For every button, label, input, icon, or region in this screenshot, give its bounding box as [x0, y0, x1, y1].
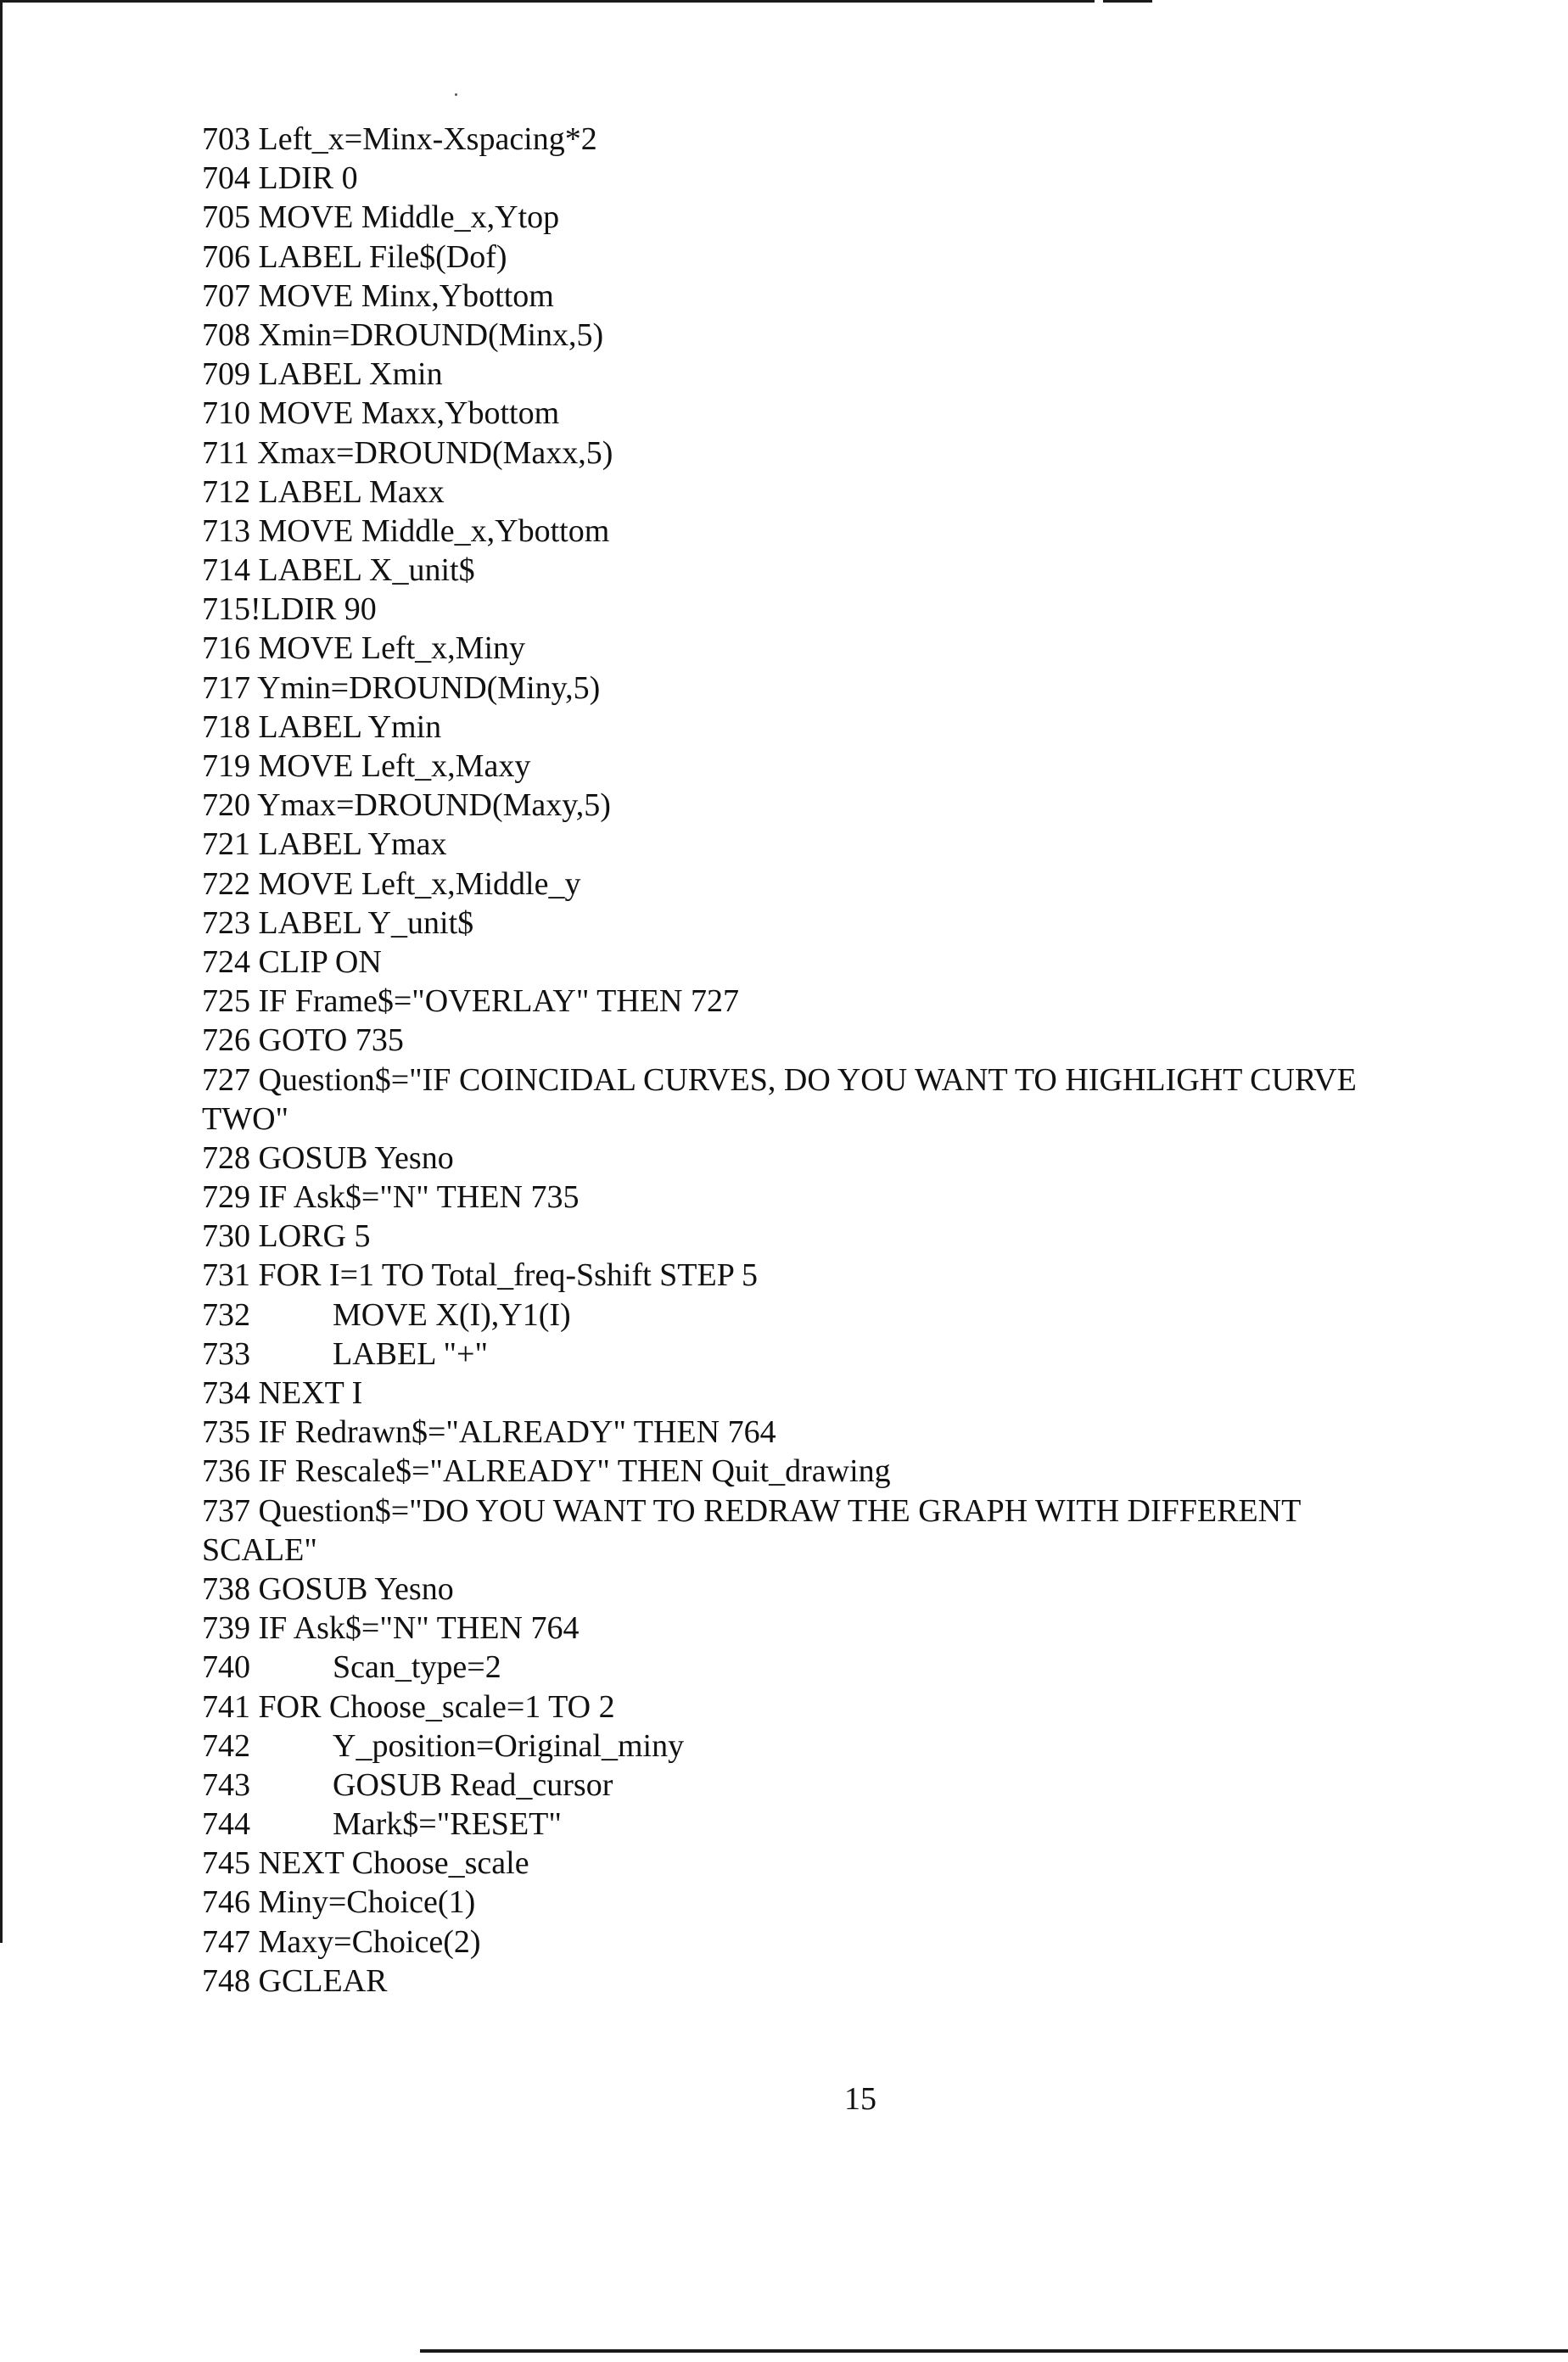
- line-code: IF Frame$="OVERLAY" THEN 727: [258, 983, 739, 1020]
- code-line: [202, 1883, 1492, 1922]
- line-number: 723: [202, 904, 250, 941]
- line-separator: [249, 435, 258, 471]
- code-line: [202, 1296, 1492, 1335]
- line-separator: [250, 1022, 259, 1058]
- line-number: 708: [202, 316, 250, 353]
- code-line: [202, 1335, 1492, 1374]
- code-line: [202, 1139, 1492, 1178]
- line-code: Ymax=DROUND(Maxy,5): [257, 787, 611, 824]
- line-separator: [250, 1610, 259, 1646]
- line-separator: [250, 474, 259, 510]
- code-line: [202, 747, 1492, 786]
- line-separator: [250, 395, 259, 431]
- code-line: [202, 551, 1492, 590]
- line-code: LDIR 0: [258, 160, 358, 197]
- line-number: 709: [202, 356, 250, 393]
- line-number: 707: [202, 277, 250, 314]
- line-code: Mark$="RESET": [333, 1806, 562, 1843]
- line-separator: [250, 630, 259, 666]
- line-number: 716: [202, 630, 250, 667]
- line-number: 748: [202, 1962, 250, 1999]
- line-code: LABEL Maxx: [258, 473, 445, 510]
- line-separator: [250, 670, 257, 706]
- line-separator: [250, 121, 259, 157]
- line-code: MOVE Left_x,Maxy: [258, 748, 531, 784]
- line-code: !LDIR 90: [250, 591, 377, 628]
- code-line: [202, 943, 1492, 982]
- code-line: [202, 198, 1492, 237]
- code-line-continuation: SCALE": [202, 1531, 317, 1568]
- line-number: 719: [202, 748, 250, 784]
- code-line: [202, 1609, 1492, 1648]
- code-line: [202, 355, 1492, 394]
- line-number: 722: [202, 865, 250, 902]
- code-line: [202, 982, 1492, 1021]
- line-number: 731: [202, 1257, 250, 1294]
- line-code: IF Ask$="N" THEN 735: [258, 1179, 580, 1216]
- code-line: [202, 1766, 1492, 1805]
- line-number: 729: [202, 1179, 250, 1216]
- scan-speck: [455, 93, 457, 96]
- line-separator: [250, 160, 259, 196]
- line-separator: [250, 552, 259, 588]
- line-code: IF Ask$="N" THEN 764: [258, 1610, 580, 1647]
- line-code: LORG 5: [258, 1218, 371, 1255]
- line-separator: [250, 1924, 259, 1960]
- code-line: [202, 1413, 1492, 1452]
- line-code: NEXT I: [258, 1375, 363, 1411]
- code-line: [202, 1452, 1492, 1491]
- left-border-rule: [0, 0, 3, 1943]
- line-code: FOR Choose_scale=1 TO 2: [258, 1688, 615, 1725]
- code-line: [202, 1256, 1492, 1295]
- line-code: LABEL Ymin: [258, 708, 442, 745]
- line-code: CLIP ON: [258, 943, 382, 980]
- line-code: FOR I=1 TO Total_freq-Sshift STEP 5: [258, 1257, 758, 1294]
- line-separator: [250, 356, 259, 392]
- line-separator: [250, 1493, 259, 1529]
- line-code: Scan_type=2: [333, 1649, 501, 1686]
- line-separator: [250, 1884, 259, 1920]
- code-line: [202, 316, 1492, 355]
- code-line: [202, 1217, 1492, 1256]
- code-line: [202, 434, 1492, 473]
- code-line: [202, 1021, 1492, 1060]
- line-number: 733: [202, 1335, 250, 1372]
- line-code: Xmin=DROUND(Minx,5): [258, 316, 604, 353]
- line-code: MOVE Left_x,Middle_y: [258, 865, 581, 902]
- code-line: [202, 1374, 1492, 1413]
- line-separator: [250, 1453, 259, 1489]
- line-code: LABEL Y_unit$: [258, 904, 474, 941]
- line-code: MOVE X(I),Y1(I): [333, 1296, 571, 1333]
- line-code: Maxy=Choice(2): [258, 1923, 481, 1960]
- line-code: Xmax=DROUND(Maxx,5): [257, 434, 613, 471]
- line-separator: [250, 1140, 259, 1176]
- line-number: 744: [202, 1806, 250, 1843]
- line-code: MOVE Middle_x,Ytop: [258, 199, 560, 236]
- line-code: Question$="DO YOU WANT TO REDRAW THE GRAPH WITH DIFFERENT: [258, 1492, 1302, 1529]
- page-number: 15: [844, 2081, 876, 2117]
- line-number: 741: [202, 1688, 250, 1725]
- line-number: 730: [202, 1218, 250, 1255]
- line-number: 706: [202, 238, 250, 275]
- line-number: 714: [202, 552, 250, 589]
- line-number: 746: [202, 1884, 250, 1921]
- line-number: 743: [202, 1766, 250, 1803]
- line-number: 712: [202, 473, 250, 510]
- code-line: [202, 1805, 1492, 1844]
- line-separator: [250, 317, 259, 353]
- line-code: IF Redrawn$="ALREADY" THEN 764: [258, 1414, 776, 1451]
- bottom-border-rule: [420, 2349, 1568, 2353]
- line-separator: [250, 1845, 259, 1881]
- line-separator: [250, 199, 259, 235]
- code-listing: [202, 120, 1492, 2001]
- line-code: Left_x=Minx-Xspacing*2: [258, 121, 597, 157]
- line-number: 735: [202, 1414, 250, 1451]
- line-code: GCLEAR: [258, 1962, 388, 1999]
- line-number: 738: [202, 1570, 250, 1607]
- line-code: LABEL X_unit$: [258, 552, 475, 589]
- line-separator: [250, 1571, 259, 1607]
- line-number: 742: [202, 1727, 250, 1764]
- code-line: [202, 1178, 1492, 1217]
- code-line: [202, 277, 1492, 316]
- line-number: 726: [202, 1022, 250, 1059]
- line-code: MOVE Middle_x,Ybottom: [258, 512, 610, 549]
- line-separator: [250, 709, 259, 745]
- line-code: GOTO 735: [258, 1022, 404, 1059]
- line-number: 747: [202, 1923, 250, 1960]
- line-code: LABEL "+": [333, 1335, 488, 1372]
- line-code: GOSUB Yesno: [258, 1570, 454, 1607]
- line-code: IF Rescale$="ALREADY" THEN Quit_drawing: [258, 1453, 891, 1490]
- line-separator: [250, 748, 259, 784]
- code-line: [202, 865, 1492, 904]
- line-separator: [250, 1375, 259, 1411]
- code-line: [202, 786, 1492, 825]
- line-separator: [250, 1257, 259, 1293]
- line-separator: [250, 278, 259, 314]
- line-number: 703: [202, 121, 250, 157]
- line-code: MOVE Left_x,Miny: [258, 630, 526, 667]
- line-separator: [250, 866, 259, 902]
- line-code: LABEL File$(Dof): [258, 238, 507, 275]
- code-line: [202, 394, 1492, 433]
- code-line: [202, 669, 1492, 708]
- code-line: [202, 1962, 1492, 2001]
- line-code: NEXT Choose_scale: [258, 1845, 529, 1882]
- line-code: MOVE Maxx,Ybottom: [258, 395, 560, 432]
- line-number: 737: [202, 1492, 250, 1529]
- line-separator: [250, 513, 259, 549]
- code-line: [202, 1648, 1492, 1687]
- code-line: [202, 1688, 1492, 1727]
- code-line: [202, 1570, 1492, 1609]
- line-number: 705: [202, 199, 250, 236]
- line-separator: [250, 1179, 259, 1215]
- code-line: [202, 825, 1492, 864]
- code-line: [202, 590, 1492, 629]
- line-separator: [250, 905, 259, 941]
- code-line: [202, 120, 1492, 159]
- line-separator: [250, 1414, 259, 1450]
- line-separator: [250, 1218, 259, 1254]
- line-separator: [250, 826, 259, 862]
- line-number: 725: [202, 983, 250, 1020]
- line-separator: [250, 239, 259, 275]
- line-number: 710: [202, 395, 250, 432]
- code-line: [202, 629, 1492, 668]
- top-border-rule-tail: [1103, 0, 1152, 3]
- line-separator: [250, 1062, 259, 1098]
- code-line: [202, 1492, 1492, 1531]
- line-code: MOVE Minx,Ybottom: [258, 277, 554, 314]
- line-number: 724: [202, 943, 250, 980]
- line-code: GOSUB Yesno: [258, 1139, 454, 1176]
- code-line: [202, 1727, 1492, 1766]
- line-code: LABEL Xmin: [258, 356, 443, 393]
- line-number: 715: [202, 591, 250, 628]
- line-number: 711: [202, 434, 249, 471]
- line-number: 718: [202, 708, 250, 745]
- line-number: 717: [202, 669, 250, 706]
- line-number: 739: [202, 1610, 250, 1647]
- code-line: [202, 512, 1492, 551]
- line-number: 732: [202, 1296, 250, 1333]
- line-number: 720: [202, 787, 250, 824]
- line-separator: [250, 787, 257, 823]
- code-line: [202, 1061, 1492, 1100]
- line-number: 734: [202, 1375, 250, 1411]
- line-code: Ymin=DROUND(Miny,5): [257, 669, 601, 706]
- line-code: GOSUB Read_cursor: [333, 1766, 613, 1803]
- code-line-continuation: TWO": [202, 1100, 289, 1137]
- line-separator: [250, 983, 259, 1019]
- code-line: [202, 238, 1492, 277]
- code-line: [202, 1844, 1492, 1883]
- line-code: Question$="IF COINCIDAL CURVES, DO YOU WANT TO HIGHLIGHT CURVE: [258, 1061, 1357, 1098]
- line-number: 736: [202, 1453, 250, 1490]
- line-number: 727: [202, 1061, 250, 1098]
- code-line: [202, 473, 1492, 512]
- line-code: Y_position=Original_miny: [333, 1727, 685, 1764]
- line-separator: [250, 1689, 259, 1725]
- line-number: 704: [202, 160, 250, 197]
- line-code: LABEL Ymax: [258, 826, 447, 863]
- code-line: [202, 1923, 1492, 1962]
- top-border-rule: [0, 0, 1095, 3]
- line-code: Miny=Choice(1): [258, 1884, 476, 1921]
- code-line: [202, 708, 1492, 747]
- code-line: [202, 904, 1492, 943]
- line-separator: [250, 944, 259, 980]
- line-number: 721: [202, 826, 250, 863]
- code-line: [202, 159, 1492, 198]
- line-separator: [250, 1963, 259, 1999]
- line-number: 745: [202, 1845, 250, 1882]
- line-number: 713: [202, 512, 250, 549]
- line-number: 728: [202, 1139, 250, 1176]
- line-number: 740: [202, 1649, 250, 1686]
